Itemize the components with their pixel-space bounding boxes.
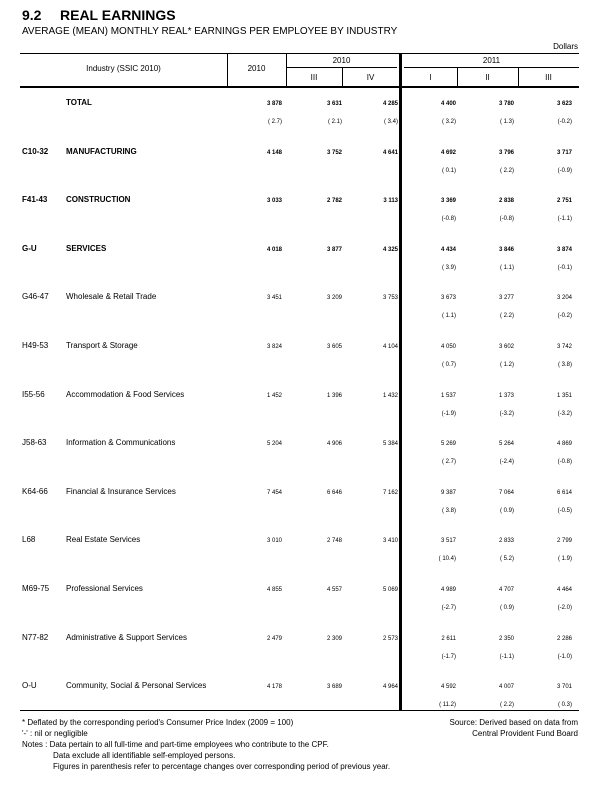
value-2010: 4 855 xyxy=(266,587,282,593)
section-number: 9.2 xyxy=(22,7,42,23)
value-2011-q3: 4 464 xyxy=(556,587,572,593)
year-2010-header: 2010 xyxy=(332,56,351,65)
value-2011-q2: 3 846 xyxy=(498,246,514,253)
pct-2011-q2: ( 5.2) xyxy=(499,556,514,563)
pct-2011-q2: ( 2.2) xyxy=(499,702,514,709)
pct-2011-q3: (-2.0) xyxy=(557,605,572,611)
table-row xyxy=(0,390,604,430)
q2-2011-header: II xyxy=(485,73,490,82)
value-2010-q3: 3 605 xyxy=(326,344,342,350)
industry-label: Transport & Storage xyxy=(66,341,138,350)
value-2011-q1: 4 989 xyxy=(440,587,456,593)
footnote-deflated: * Deflated by the corresponding period's Consumer Price Index (2009 = 100) xyxy=(22,718,294,727)
value-2011-q1: 4 400 xyxy=(440,101,456,107)
value-2011-q1: 2 611 xyxy=(441,635,456,642)
pct-2011-q1: (-1.7) xyxy=(441,653,456,660)
pct-2011-q1: ( 3.9) xyxy=(441,264,456,271)
table-row xyxy=(0,438,604,478)
source-note xyxy=(449,717,578,739)
pct-2011-q1: ( 0.7) xyxy=(441,362,456,368)
value-2011-q3: 2 286 xyxy=(556,635,572,642)
value-2010: 1 452 xyxy=(266,392,282,399)
header-bottom-rule xyxy=(20,86,579,88)
value-2010: 3 451 xyxy=(266,295,282,302)
industry-label: CONSTRUCTION xyxy=(66,195,131,205)
industry-label: Wholesale & Retail Trade xyxy=(66,292,157,302)
pct-2011-q2: ( 1.2) xyxy=(499,362,514,368)
table-row xyxy=(0,487,604,527)
ssic-code: G-U xyxy=(22,243,37,253)
pct-2011-q1: (-1.9) xyxy=(441,410,456,417)
value-2010-q4: 3 113 xyxy=(383,198,398,205)
pct-2010-q4: ( 3.4) xyxy=(383,119,398,125)
pct-2011-q2: ( 1.1) xyxy=(499,264,514,271)
table-row xyxy=(0,681,604,721)
value-2011-q2: 7 064 xyxy=(498,489,514,496)
pct-2011-q3: (-0.5) xyxy=(557,507,572,514)
value-2010: 3 824 xyxy=(266,344,282,350)
value-2010-q4: 4 325 xyxy=(382,246,398,253)
pct-2011-q2: (-0.8) xyxy=(499,216,514,223)
pct-2011-q1: ( 10.4) xyxy=(438,556,456,563)
col-2010-header: 2010 xyxy=(247,64,266,73)
value-2010: 4 178 xyxy=(266,684,282,691)
pct-2011-q3: (-1.1) xyxy=(557,216,572,223)
pct-2011-q2: ( 2.2) xyxy=(499,313,514,320)
pct-2011-q1: ( 3.2) xyxy=(441,119,456,125)
value-2010-q4: 5 384 xyxy=(382,441,398,448)
industry-label: Real Estate Services xyxy=(66,535,141,545)
pct-2011-q3: (-0.1) xyxy=(557,264,572,271)
pct-2011-q2: (-3.2) xyxy=(499,410,514,417)
value-2010-q3: 3 877 xyxy=(326,246,342,253)
pct-2011-q2: ( 1.3) xyxy=(499,119,514,125)
header-top-rule xyxy=(20,53,579,54)
industry-header: Industry (SSIC 2010) xyxy=(86,64,161,73)
industry-label: Community, Social & Personal Services xyxy=(66,681,207,691)
value-2011-q1: 1 537 xyxy=(440,392,456,399)
units-label: Dollars xyxy=(553,42,578,51)
pct-2011-q2: (-2.4) xyxy=(499,459,514,466)
value-2010-q3: 2 309 xyxy=(326,635,342,642)
industry-label: TOTAL xyxy=(66,98,92,107)
table-row xyxy=(0,633,604,673)
table-row xyxy=(0,98,604,138)
value-2011-q2: 2 838 xyxy=(498,198,514,205)
value-2011-q1: 3 517 xyxy=(440,538,456,545)
table-row xyxy=(0,147,604,187)
pct-2011-q1: (-2.7) xyxy=(441,605,456,611)
source-line-2: Central Provident Fund Board xyxy=(472,729,578,738)
value-2011-q3: 3 701 xyxy=(556,684,572,691)
value-2011-q1: 9 387 xyxy=(440,489,456,496)
table-row xyxy=(0,341,604,381)
value-2011-q3: 4 869 xyxy=(556,441,572,448)
value-2011-q2: 2 350 xyxy=(498,635,514,642)
value-2010: 4 018 xyxy=(266,246,282,253)
section-title: REAL EARNINGS xyxy=(60,7,176,23)
industry-label: Information & Communications xyxy=(66,438,176,448)
ssic-code: F41-43 xyxy=(22,195,48,205)
ssic-code: C10-32 xyxy=(22,146,49,156)
ssic-code: K64-66 xyxy=(22,486,48,496)
pct-2010: ( 2.7) xyxy=(267,119,282,125)
value-2011-q3: 3 623 xyxy=(556,101,572,107)
value-2011-q3: 2 751 xyxy=(556,198,572,205)
q3-2011-header: III xyxy=(545,73,552,82)
value-2010: 5 204 xyxy=(266,441,282,448)
value-2010-q3: 3 631 xyxy=(326,101,342,107)
pct-2011-q3: (-3.2) xyxy=(557,410,572,417)
pct-2011-q3: (-0.2) xyxy=(557,313,572,320)
value-2011-q2: 4 007 xyxy=(498,684,514,691)
value-2010-q4: 1 432 xyxy=(382,392,398,399)
table-row xyxy=(0,584,604,624)
value-2010-q3: 2 748 xyxy=(326,538,342,545)
value-2010: 2 479 xyxy=(266,635,282,642)
value-2010-q4: 5 069 xyxy=(382,587,398,593)
pct-2011-q1: ( 1.1) xyxy=(441,313,456,320)
value-2010: 3 878 xyxy=(266,101,282,107)
pct-2011-q1: ( 2.7) xyxy=(441,459,456,466)
table-subtitle: AVERAGE (MEAN) MONTHLY REAL* EARNINGS PER EMPLOYEE BY INDUSTRY xyxy=(22,26,398,37)
value-2010: 7 454 xyxy=(266,489,282,496)
value-2011-q2: 2 833 xyxy=(498,538,514,545)
q4-2010-header: IV xyxy=(366,73,375,82)
value-2011-q2: 3 602 xyxy=(498,344,514,350)
value-2011-q2: 3 780 xyxy=(498,101,514,107)
value-2011-q1: 5 269 xyxy=(440,441,456,448)
value-2010-q4: 2 573 xyxy=(382,635,398,642)
value-2011-q3: 3 717 xyxy=(556,149,572,156)
value-2010: 4 148 xyxy=(266,149,282,156)
value-2010-q3: 4 557 xyxy=(326,587,342,593)
table-row xyxy=(0,244,604,284)
year-2011-header: 2011 xyxy=(482,56,501,65)
pct-2011-q1: ( 3.8) xyxy=(441,507,456,514)
q1-2011-header: I xyxy=(429,73,432,82)
value-2010-q3: 1 396 xyxy=(326,392,342,399)
source-line-1: Source: Derived based on data from xyxy=(449,718,578,727)
industry-label: Administrative & Support Services xyxy=(66,632,187,642)
value-2011-q1: 4 692 xyxy=(440,149,456,156)
footnote-figures: Figures in parenthesis refer to percentage changes over corresponding period of previous year. xyxy=(53,762,391,771)
value-2011-q3: 2 799 xyxy=(556,538,572,545)
value-2010-q3: 6 646 xyxy=(326,489,342,496)
footnote-exclude: Data exclude all identifiable self-employed persons. xyxy=(53,751,236,760)
industry-label: Professional Services xyxy=(66,584,143,593)
pct-2011-q3: ( 1.9) xyxy=(557,556,572,563)
industry-label: Financial & Insurance Services xyxy=(66,486,176,496)
value-2011-q2: 3 796 xyxy=(498,149,514,156)
pct-2011-q3: ( 3.8) xyxy=(557,362,572,368)
pct-2011-q2: ( 2.2) xyxy=(499,167,514,174)
ssic-code: M69-75 xyxy=(22,584,50,593)
pct-2011-q2: ( 0.9) xyxy=(499,605,514,611)
value-2010-q3: 3 209 xyxy=(326,295,342,302)
year-2011-rule xyxy=(404,67,579,68)
value-2010-q3: 4 906 xyxy=(326,441,342,448)
value-2011-q3: 1 351 xyxy=(556,392,572,399)
ssic-code: N77-82 xyxy=(22,632,49,642)
footnote-nil: '-' : nil or negligible xyxy=(22,729,88,738)
value-2011-q3: 3 204 xyxy=(556,295,572,302)
value-2010-q4: 4 104 xyxy=(382,344,398,350)
value-2010-q4: 3 753 xyxy=(382,295,398,302)
pct-2011-q1: (-0.8) xyxy=(441,216,456,223)
pct-2011-q3: (-0.2) xyxy=(557,119,572,125)
value-2011-q1: 3 673 xyxy=(440,295,456,302)
pct-2011-q1: ( 0.1) xyxy=(441,167,456,174)
value-2010-q4: 4 641 xyxy=(382,149,398,156)
value-2011-q2: 5 264 xyxy=(498,441,514,448)
value-2011-q1: 4 050 xyxy=(440,344,456,350)
ssic-code: L68 xyxy=(22,535,36,545)
value-2011-q2: 4 707 xyxy=(498,587,514,593)
value-2011-q3: 3 742 xyxy=(556,344,572,350)
pct-2011-q3: (-1.0) xyxy=(557,653,572,660)
value-2011-q1: 4 434 xyxy=(440,246,456,253)
footnotes xyxy=(22,717,422,772)
value-2010-q3: 3 689 xyxy=(326,684,342,691)
value-2010-q3: 2 782 xyxy=(326,198,342,205)
table-row xyxy=(0,292,604,332)
value-2010-q4: 4 964 xyxy=(382,684,398,691)
footnote-notes: Notes : Data pertain to all full-time and part-time employees who contribute to the CPF. xyxy=(22,740,329,749)
industry-label: MANUFACTURING xyxy=(66,146,137,156)
ssic-code: G46-47 xyxy=(22,292,49,302)
pct-2011-q2: (-1.1) xyxy=(499,653,514,660)
ssic-code: H49-53 xyxy=(22,341,49,350)
industry-label: SERVICES xyxy=(66,243,107,253)
q3-2010-header: III xyxy=(310,73,318,82)
ssic-code: I55-56 xyxy=(22,389,45,399)
value-2011-q3: 3 874 xyxy=(556,246,572,253)
industry-label: Accommodation & Food Services xyxy=(66,389,185,399)
pct-2011-q3: ( 0.3) xyxy=(557,702,572,709)
value-2011-q2: 3 277 xyxy=(498,295,514,302)
value-2010: 3 033 xyxy=(266,198,282,205)
pct-2011-q3: (-0.9) xyxy=(557,167,572,174)
value-2011-q1: 3 369 xyxy=(440,198,456,205)
value-2010-q4: 3 410 xyxy=(382,538,398,545)
ssic-code: J58-63 xyxy=(22,438,47,448)
pct-2010-q3: ( 2.1) xyxy=(327,119,342,125)
value-2011-q3: 6 614 xyxy=(556,489,572,496)
pct-2011-q3: (-0.8) xyxy=(557,459,572,466)
value-2011-q1: 4 592 xyxy=(440,684,456,691)
table-row xyxy=(0,195,604,235)
ssic-code: O-U xyxy=(22,681,37,691)
value-2011-q2: 1 373 xyxy=(498,392,514,399)
value-2010: 3 010 xyxy=(266,538,282,545)
pct-2011-q1: ( 11.2) xyxy=(439,702,456,709)
table-row xyxy=(0,535,604,575)
value-2010-q4: 4 285 xyxy=(382,101,398,107)
pct-2011-q2: ( 0.9) xyxy=(499,507,514,514)
value-2010-q3: 3 752 xyxy=(326,149,342,156)
value-2010-q4: 7 162 xyxy=(382,489,398,496)
